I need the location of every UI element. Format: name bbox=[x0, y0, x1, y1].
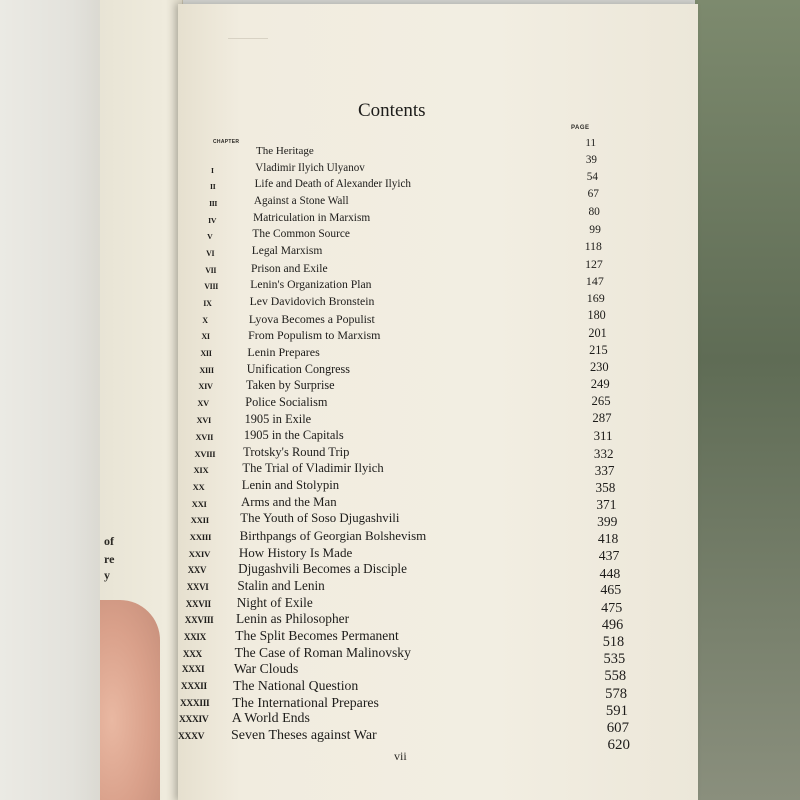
page-number: 620 bbox=[607, 737, 630, 753]
chapter-number: XXXI bbox=[181, 665, 205, 676]
page-number: 118 bbox=[584, 239, 602, 253]
chapter-number: XXVI bbox=[186, 582, 209, 593]
chapter-number: XXXII bbox=[180, 682, 207, 693]
chapter-number: I bbox=[211, 165, 214, 175]
chapter-number: XVII bbox=[195, 432, 214, 443]
page-number: 215 bbox=[589, 342, 608, 357]
page-number: 80 bbox=[588, 205, 600, 218]
page-number: 578 bbox=[605, 685, 628, 702]
chapter-title: How History Is Made bbox=[238, 544, 353, 560]
chapter-number: V bbox=[207, 232, 213, 242]
page-number: 54 bbox=[586, 171, 598, 184]
chapter-title: Seven Theses against War bbox=[231, 728, 377, 743]
chapter-number: XXIV bbox=[188, 548, 211, 559]
chapter-title: A World Ends bbox=[231, 711, 310, 727]
chapter-number: VII bbox=[205, 265, 217, 275]
page-number: 558 bbox=[604, 668, 627, 685]
chapter-number: XVI bbox=[196, 415, 211, 425]
chapter-title: The Common Source bbox=[252, 228, 350, 241]
chapter-title: Matriculation in Marxism bbox=[253, 211, 371, 224]
page-number: 358 bbox=[595, 479, 616, 495]
chapter-title: The Youth of Soso Djugashvili bbox=[240, 511, 400, 526]
chapter-number: XI bbox=[201, 332, 210, 342]
page-number: 67 bbox=[587, 188, 599, 201]
page-number: 371 bbox=[596, 497, 617, 512]
chapter-title: Trotsky's Round Trip bbox=[243, 444, 350, 459]
chapter-title: The International Prepares bbox=[232, 694, 379, 710]
page-number: 180 bbox=[587, 308, 606, 323]
chapter-title: Lenin and Stolypin bbox=[241, 478, 340, 493]
page-number: 311 bbox=[593, 428, 613, 444]
chapter-title: Prison and Exile bbox=[251, 261, 328, 275]
prev-page-fragment: of bbox=[104, 534, 114, 548]
chapter-number: XIV bbox=[198, 382, 213, 392]
page-number: 230 bbox=[589, 359, 609, 374]
page-column-header: PAGE bbox=[571, 125, 590, 131]
page-number: 437 bbox=[598, 548, 620, 564]
chapter-title: The Case of Roman Malinovsky bbox=[234, 644, 411, 660]
chapter-number: XXVII bbox=[185, 598, 211, 609]
chapter-number: IV bbox=[208, 215, 217, 225]
chapter-title: Lyova Becomes a Populist bbox=[248, 311, 375, 326]
chapter-number: VI bbox=[206, 248, 215, 258]
chapter-title: The Heritage bbox=[256, 145, 314, 157]
chapter-number: XXII bbox=[190, 515, 209, 526]
chapter-title: Djugashvili Becomes a Disciple bbox=[238, 561, 407, 577]
chapter-title: Against a Stone Wall bbox=[253, 194, 349, 207]
chapter-title: The Trial of Vladimir Ilyich bbox=[242, 461, 384, 476]
chapter-number: IX bbox=[203, 298, 212, 308]
chapter-title: Lenin Prepares bbox=[247, 344, 320, 359]
chapter-number: XXV bbox=[187, 565, 207, 576]
chapter-title: Lenin as Philosopher bbox=[236, 611, 350, 627]
page-number: 147 bbox=[585, 274, 604, 289]
chapter-number: XXI bbox=[191, 498, 207, 509]
chapter-number: XVIII bbox=[194, 448, 216, 459]
chapter-number: XIII bbox=[199, 365, 214, 375]
chapter-number: XXXIII bbox=[179, 698, 210, 709]
chapter-title: The Split Becomes Permanent bbox=[235, 628, 399, 644]
chapter-title: 1905 in Exile bbox=[244, 411, 312, 426]
prev-page-fragment: re bbox=[104, 552, 115, 566]
chapter-number: XV bbox=[197, 398, 209, 408]
page-number: 249 bbox=[590, 377, 610, 391]
chapter-title: War Clouds bbox=[233, 661, 299, 677]
page-number: 496 bbox=[601, 617, 624, 633]
page-number: 127 bbox=[585, 257, 603, 271]
chapter-number: II bbox=[210, 182, 216, 192]
page-number: 518 bbox=[602, 634, 625, 651]
chapter-column-header: CHAPTER bbox=[213, 139, 240, 145]
chapter-title: Unification Congress bbox=[246, 361, 350, 376]
page-folio: vii bbox=[394, 749, 407, 763]
page-number: 11 bbox=[585, 137, 596, 149]
page-number: 465 bbox=[600, 582, 622, 598]
chapter-title: Taken by Surprise bbox=[246, 378, 335, 393]
chapter-number: XIX bbox=[193, 465, 209, 476]
chapter-title: Legal Marxism bbox=[251, 244, 323, 257]
page-number: 399 bbox=[597, 514, 618, 530]
chapter-number: XX bbox=[192, 482, 205, 493]
chapter-title: The National Question bbox=[233, 678, 359, 694]
chapter-title: Night of Exile bbox=[236, 594, 313, 610]
chapter-number: XXXIV bbox=[178, 715, 209, 726]
page-number: 337 bbox=[594, 462, 615, 478]
chapter-title: From Populism to Marxism bbox=[248, 328, 381, 343]
chapter-number: XXX bbox=[182, 648, 202, 659]
chapter-number: VIII bbox=[204, 282, 219, 292]
page-number: 535 bbox=[603, 651, 626, 668]
page-number: 99 bbox=[589, 222, 601, 236]
chapter-number: X bbox=[202, 315, 208, 325]
page-title: Contents bbox=[358, 100, 426, 121]
page-number: 265 bbox=[591, 394, 611, 409]
prev-page-fragment: y bbox=[104, 568, 110, 582]
page-number: 201 bbox=[588, 325, 607, 340]
chapter-number: XXIX bbox=[183, 632, 206, 643]
chapter-number: III bbox=[209, 198, 218, 208]
page-number: 607 bbox=[606, 719, 630, 736]
page-number: 332 bbox=[593, 445, 614, 461]
page-number: 39 bbox=[585, 154, 597, 167]
page-number: 448 bbox=[599, 565, 621, 581]
page-number: 287 bbox=[592, 411, 612, 426]
page-number: 475 bbox=[601, 599, 623, 616]
chapter-title: Vladimir Ilyich Ulyanov bbox=[255, 161, 365, 174]
chapter-number: XXVIII bbox=[184, 615, 214, 626]
chapter-title: Lev Davidovich Bronstein bbox=[249, 294, 375, 308]
page-number: 418 bbox=[597, 531, 619, 547]
chapter-title: Stalin and Lenin bbox=[237, 578, 325, 594]
page-number: 591 bbox=[605, 702, 629, 719]
chapter-number: XXXV bbox=[178, 732, 205, 742]
chapter-title: Arms and the Man bbox=[241, 494, 337, 509]
thumb bbox=[100, 600, 160, 800]
chapter-title: Life and Death of Alexander Ilyich bbox=[254, 178, 411, 191]
chapter-number: XII bbox=[200, 348, 212, 358]
chapter-title: Birthpangs of Georgian Bolshevism bbox=[239, 528, 427, 544]
chapter-title: Police Socialism bbox=[245, 394, 328, 409]
chapter-number: XXIII bbox=[189, 532, 212, 543]
chapter-title: 1905 in the Capitals bbox=[243, 428, 344, 443]
page-number: 169 bbox=[586, 291, 605, 306]
chapter-title: Lenin's Organization Plan bbox=[250, 278, 372, 292]
